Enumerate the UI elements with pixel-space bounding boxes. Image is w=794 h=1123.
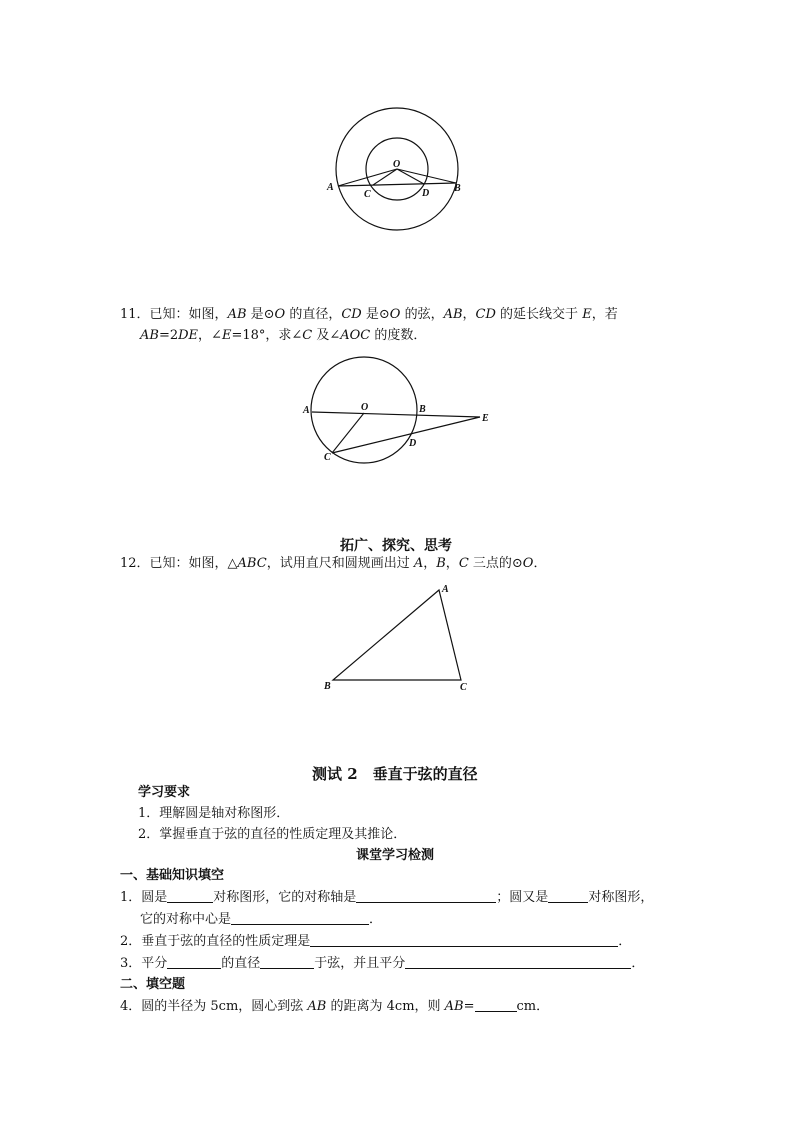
problem-11-line-1: 11．已知：如图，AB 是⊙O 的直径，CD 是⊙O 的弦，AB，CD 的延长线交于 E，若 bbox=[120, 307, 618, 322]
text-segment: =2 bbox=[158, 328, 179, 343]
text-segment: 的弦， bbox=[400, 307, 444, 322]
text-segment: ． bbox=[369, 912, 383, 927]
label-d: D bbox=[422, 188, 430, 199]
segment-oa bbox=[338, 169, 397, 186]
text-segment: 3．平分 bbox=[120, 956, 168, 971]
question-1-line-2 bbox=[140, 911, 382, 929]
math-variable: B bbox=[436, 556, 446, 571]
answer-blank bbox=[405, 955, 631, 969]
line-ce bbox=[332, 417, 480, 453]
math-variable: AB bbox=[140, 328, 159, 343]
text-segment: cm． bbox=[516, 999, 550, 1014]
answer-blank bbox=[167, 955, 221, 969]
text-segment: 及∠ bbox=[312, 328, 341, 343]
text-segment: 的距离为 4cm，则 bbox=[326, 999, 445, 1014]
math-variable: O bbox=[389, 307, 401, 322]
text-segment: 是⊙ bbox=[361, 307, 390, 322]
line-ae bbox=[312, 412, 480, 417]
text-segment: ， bbox=[462, 307, 476, 322]
text-segment: ． bbox=[618, 934, 632, 949]
question-2 bbox=[120, 933, 631, 951]
text-segment: 对称图形，它的对称轴是 bbox=[213, 890, 357, 905]
answer-blank bbox=[548, 889, 588, 903]
label-a-2: A bbox=[303, 405, 310, 416]
label-c-3: C bbox=[460, 682, 467, 693]
text-segment: 的延长线交于 bbox=[495, 307, 583, 322]
label-b-3: B bbox=[324, 681, 331, 692]
problem-11-text-1 bbox=[150, 307, 618, 322]
study-requirement-2: 2．掌握垂直于弦的直径的性质定理及其推论． bbox=[138, 827, 407, 842]
part-1-heading: 一、基础知识填空 bbox=[120, 868, 225, 883]
text-segment: 的直径， bbox=[285, 307, 342, 322]
problem-12-line-1: 12．已知：如图，△ABC，试用直尺和圆规画出过 A，B，C 三点的⊙O． bbox=[120, 556, 547, 571]
text-segment: ，试用直尺和圆规画出过 bbox=[266, 556, 414, 571]
answer-blank bbox=[260, 955, 314, 969]
label-e-2: E bbox=[482, 413, 489, 424]
label-d-2: D bbox=[409, 438, 417, 449]
triangle-abc bbox=[333, 590, 461, 680]
math-variable: E bbox=[221, 328, 232, 343]
math-variable: AB bbox=[307, 999, 327, 1014]
classroom-check-heading: 课堂学习检测 bbox=[356, 848, 435, 863]
math-variable: C bbox=[458, 556, 469, 571]
text-segment: ，若 bbox=[591, 307, 618, 322]
figure-triangle-abc bbox=[315, 580, 475, 695]
label-o-2: O bbox=[361, 402, 369, 413]
segment-ob bbox=[397, 169, 456, 183]
text-segment: 已知：如图， bbox=[149, 307, 228, 322]
problem-12-text-1 bbox=[150, 556, 547, 571]
text-segment: 它的对称中心是 bbox=[140, 912, 232, 927]
question-3 bbox=[120, 955, 644, 973]
math-variable: AB bbox=[444, 999, 464, 1014]
math-variable: A bbox=[413, 556, 424, 571]
label-a: A bbox=[327, 182, 334, 193]
math-variable: CD bbox=[341, 307, 362, 322]
problem-11-line-2 bbox=[140, 327, 426, 345]
question-1-line-1 bbox=[120, 889, 653, 907]
label-b-2: B bbox=[419, 404, 426, 415]
math-variable: O bbox=[522, 556, 534, 571]
math-variable: O bbox=[274, 307, 286, 322]
text-segment: 对称图形， bbox=[588, 890, 654, 905]
text-segment: =18°，求∠ bbox=[231, 328, 303, 343]
text-segment: ． bbox=[533, 556, 547, 571]
question-4 bbox=[120, 998, 549, 1016]
label-c: C bbox=[364, 189, 371, 200]
math-variable: AB bbox=[227, 307, 247, 322]
label-b: B bbox=[454, 183, 461, 194]
text-segment: 的度数． bbox=[370, 328, 427, 343]
segment-oc bbox=[373, 169, 397, 185]
label-o: O bbox=[393, 159, 401, 170]
answer-blank bbox=[475, 998, 517, 1012]
text-segment: 1．圆是 bbox=[120, 890, 168, 905]
text-segment: ． bbox=[631, 956, 645, 971]
figure-concentric-circles bbox=[320, 100, 480, 250]
label-c-2: C bbox=[324, 452, 331, 463]
part-2-heading: 二、填空题 bbox=[120, 977, 186, 992]
text-segment: 已知：如图，△ bbox=[149, 556, 238, 571]
section-explore-title: 拓广、探究、思考 bbox=[340, 538, 452, 554]
answer-blank bbox=[231, 911, 369, 925]
study-requirements-heading: 学习要求 bbox=[138, 785, 191, 800]
math-variable: AB bbox=[443, 307, 463, 322]
text-segment: ，∠ bbox=[198, 328, 222, 343]
text-segment: ， bbox=[445, 556, 459, 571]
math-variable: DE bbox=[178, 328, 199, 343]
chord-ab bbox=[338, 183, 456, 186]
answer-blank bbox=[310, 933, 618, 947]
math-variable: ABC bbox=[237, 556, 267, 571]
figure-circle-secant bbox=[300, 350, 500, 470]
text-segment: = bbox=[463, 999, 475, 1014]
text-segment: 三点的⊙ bbox=[468, 556, 523, 571]
text-segment: 4．圆的半径为 5cm，圆心到弦 bbox=[120, 999, 308, 1014]
text-segment: ， bbox=[423, 556, 437, 571]
text-segment: 的直径 bbox=[221, 956, 261, 971]
text-segment: 2．垂直于弦的直径的性质定理是 bbox=[120, 934, 311, 949]
label-a-3: A bbox=[442, 584, 449, 595]
text-segment: 是⊙ bbox=[246, 307, 275, 322]
text-segment: 于弦，并且平分 bbox=[314, 956, 406, 971]
math-variable: E bbox=[582, 307, 592, 322]
math-variable: CD bbox=[475, 307, 496, 322]
math-variable: AOC bbox=[340, 328, 371, 343]
text-segment: ；圆又是 bbox=[496, 890, 549, 905]
answer-blank bbox=[167, 889, 213, 903]
answer-blank bbox=[356, 889, 496, 903]
math-variable: C bbox=[302, 328, 313, 343]
test-2-title: 测试 2 垂直于弦的直径 bbox=[312, 765, 478, 783]
study-requirement-1: 1．理解圆是轴对称图形． bbox=[138, 806, 290, 821]
segment-od bbox=[397, 169, 424, 184]
problem-11-text-2 bbox=[140, 328, 426, 343]
